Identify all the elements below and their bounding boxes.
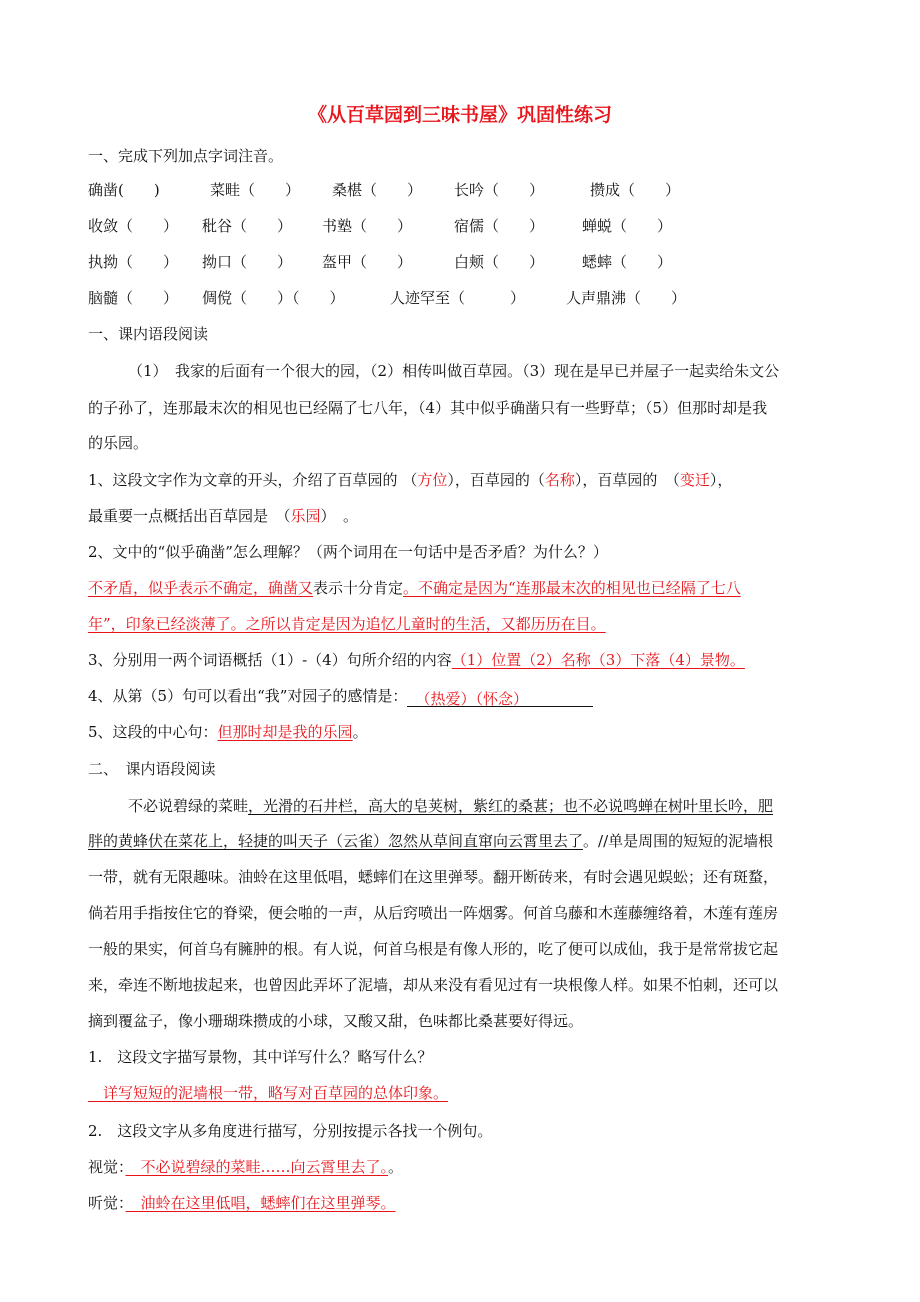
passage-line: 一带，就有无限趣味。油蛉在这里低唱，蟋蟀们在这里弹琴。翻开断砖来，有时会遇见蜈蚣；还有斑蝥， [88,868,779,886]
question-s2-2: 2. 这段文字从多角度进行描写，分别按提示各找一个例句。 [88,1122,493,1140]
passage-line: 来，牵连不断地拔起来，也曾因此弄坏了泥墙，却从来没有看见过有一块根像人样。如果不怕刺，还可以 [88,976,779,994]
section1-heading: 一、完成下列加点字词注音。 [88,147,284,165]
question-5: 5、这段的中心句：但那时却是我的乐园。 [88,723,368,741]
question-3: 3、分别用一两个词语概括（1）-（4）句所介绍的内容（1）位置（2）名称（3）下落（4）景物。 [88,651,745,669]
pinyin-item: 桑椹（ ） [332,181,423,199]
pinyin-item: 拗口（ ） [202,253,293,271]
pinyin-item: 执拗（ ） [88,253,179,271]
passage-line: 摘到覆盆子，像小珊瑚珠攒成的小球，又酸又甜，色味都比桑葚要好得远。 [88,1012,584,1030]
hearing-example: 听觉： 油蛉在这里低唱，蟋蟀们在这里弹琴。 [88,1194,396,1212]
answer-2-line2: 年”，印象已经淡薄了。之所以肯定是因为追忆儿童时的生活，又都历历在目。 [88,615,606,633]
pinyin-item: 倜傥（ ）（ ） [202,289,345,307]
pinyin-item: 白颊（ ） [454,253,545,271]
answer-blank [407,688,593,707]
passage-line: 的子孙了，连那最末次的相见也已经隔了七八年，（4）其中似乎确凿只有一些野草；（5）但那时却是我 [88,399,768,417]
pinyin-item: 人迹罕至（ ） [390,289,526,307]
answer-text: 不矛盾，似乎表示不确定，确凿又 [88,579,314,597]
pinyin-item: 人声鼎沸（ ） [566,289,687,307]
answer-text: 油蛉在这里低唱，蟋蟀们在这里弹琴。 [125,1194,396,1212]
passage-line: 不必说碧绿的菜畦，光滑的石井栏，高大的皂荚树，紫红的桑葚；也不必说鸣蝉在树叶里长吟，肥 [128,797,774,815]
answer-text: 变迁 [679,471,710,489]
pinyin-item: 确凿( ) [88,181,160,199]
answer-text: （热爱）（怀念） [415,690,528,708]
passage-line: （1） 我家的后面有一个很大的园，（2）相传叫做百草园。（3）现在是早已并屋子一起卖给朱文公 [128,362,780,380]
pinyin-item: 攒成（ ） [590,181,681,199]
question-1-cont: 最重要一点概括出百草园是 （乐园） 。 [88,507,359,525]
answer-2-line1: 不矛盾，似乎表示不确定，确凿又表示十分肯定。不确定是因为“连那最末次的相见也已经隔了七八 [88,579,741,597]
pinyin-item: 蝉蜕（ ） [582,217,673,235]
passage-line: 胖的黄蜂伏在菜花上，轻捷的叫天子（云雀）忽然从草间直窜向云霄里去了。//单是周围的短短的泥墙根 [88,832,774,850]
passage-line: 一般的果实，何首乌有臃肿的根。有人说，何首乌根是有像人形的，吃了便可以成仙，我于是常常拔它起 [88,940,779,958]
pinyin-item: 盔甲（ ） [322,253,413,271]
pinyin-item: 秕谷（ ） [202,217,293,235]
pinyin-item: 蟋蟀（ ） [582,253,673,271]
answer-text: 方位 [417,471,448,489]
pinyin-item: 宿儒（ ） [454,217,545,235]
question-s2-1: 1. 这段文字描写景物，其中详写什么？略写什么？ [88,1048,433,1066]
answer-text: 。不确定是因为“连那最末次的相见也已经隔了七八 [403,579,741,597]
pinyin-item: 书塾（ ） [322,217,413,235]
pinyin-item: 菜畦（ ） [210,181,301,199]
answer-s2-1: 详写短短的泥墙根一带，略写对百草园的总体印象。 [88,1084,449,1102]
answer-text: 但那时却是我的乐园 [217,723,353,741]
section2-heading: 一、课内语段阅读 [88,325,209,343]
passage-line: 倘若用手指按住它的脊梁，便会啪的一声，从后窍喷出一阵烟雾。何首乌藤和木莲藤缠络着，木莲有莲房 [88,904,779,922]
pinyin-item: 收敛（ ） [88,217,179,235]
visual-example: 视觉： 不必说碧绿的菜畦……向云霄里去了。。 [88,1158,404,1176]
page-title: 《从百草园到三味书屋》巩固性练习 [307,104,612,126]
answer-text: 名称 [544,471,575,489]
passage-line: 的乐园。 [88,434,149,452]
answer-text: 乐园 [290,507,321,525]
pinyin-item: 脑髓（ ） [88,289,179,307]
section3-heading: 二、 课内语段阅读 [88,760,216,778]
answer-text: 不必说碧绿的菜畦……向云霄里去了。 [125,1158,389,1176]
answer-text: （1）位置（2）名称（3）下落（4）景物。 [451,651,745,669]
question-2: 2、文中的“似乎确凿”怎么理解？（两个词用在一句话中是否矛盾？为什么？） [88,543,608,561]
question-4: 4、从第（5）句可以看出“我”对园子的感情是： （热爱）（怀念） [88,685,593,707]
pinyin-item: 长吟（ ） [454,181,545,199]
question-1: 1、这段文字作为文章的开头，介绍了百草园的 （方位），百草园的（名称），百草园的 （变迁）， [88,471,733,489]
